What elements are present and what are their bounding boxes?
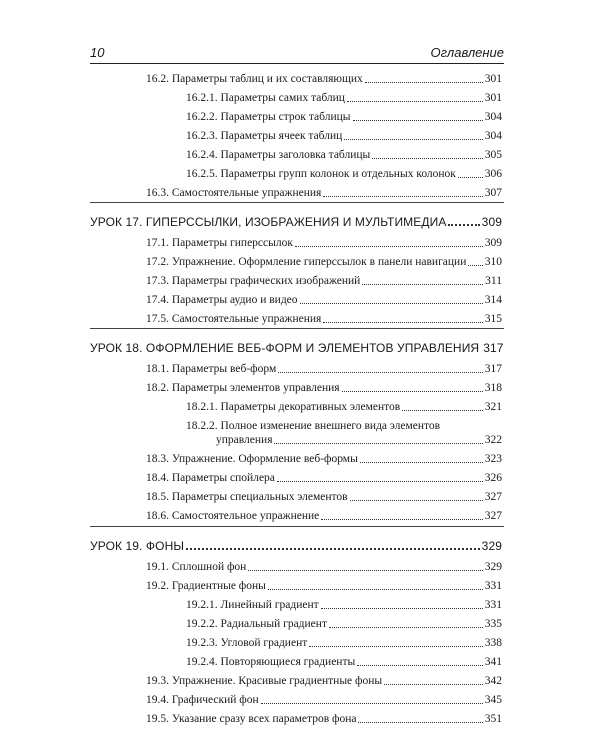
toc-entry-19-1[interactable]: 19.1. Сплошной фон 329 [146,561,502,573]
toc-entry-19-2-2[interactable]: 19.2.2. Радиальный градиент 335 [186,618,502,630]
running-title: Оглавление [430,45,504,60]
toc-entry-17-4[interactable]: 17.4. Параметры аудио и видео 314 [146,294,502,306]
toc-entry-16-2-4[interactable]: 16.2.4. Параметры заголовка таблицы 305 [186,149,502,161]
toc-entry-16-3[interactable]: 16.3. Самостоятельные упражнения 307 [146,187,502,199]
toc-entry-18-2-1[interactable]: 18.2.1. Параметры декоративных элементов 321 [186,401,502,413]
toc-chapter-19[interactable]: УРОК 19. ФОНЫ 329 [90,539,502,553]
toc-entry-17-3[interactable]: 17.3. Параметры графических изображений 311 [146,275,502,287]
toc-entry-17-5[interactable]: 17.5. Самостоятельные упражнения 315 [146,313,502,325]
toc-entry-16-2-2[interactable]: 16.2.2. Параметры строк таблицы 304 [186,111,502,123]
toc-entry-18-5[interactable]: 18.5. Параметры специальных элементов 327 [146,491,502,503]
toc-entry-19-4[interactable]: 19.4. Графический фон 345 [146,694,502,706]
toc-entry-19-3[interactable]: 19.3. Упражнение. Красивые градиентные фоны 342 [146,675,502,687]
toc-entry-17-1[interactable]: 17.1. Параметры гиперссылок 309 [146,237,502,249]
section-divider [90,526,504,527]
toc-entry-16-2[interactable]: 16.2. Параметры таблиц и их составляющих 301 [146,73,502,85]
toc-entry-16-2-3[interactable]: 16.2.3. Параметры ячеек таблиц 304 [186,130,502,142]
toc-entry-17-2[interactable]: 17.2. Упражнение. Оформление гиперссылок в панели навигации 310 [146,256,502,268]
running-header [90,43,504,64]
toc-entry-19-5[interactable]: 19.5. Указание сразу всех параметров фона 351 [146,713,502,725]
toc-entry-16-2-5[interactable]: 16.2.5. Параметры групп колонок и отдельных колонок 306 [186,168,502,180]
section-divider [90,328,504,329]
page-number: 10 [90,45,105,60]
toc-entry-18-3[interactable]: 18.3. Упражнение. Оформление веб-формы 323 [146,453,502,465]
toc-entry-18-2[interactable]: 18.2. Параметры элементов управления 318 [146,382,502,394]
toc-entry-19-2-4[interactable]: 19.2.4. Повторяющиеся градиенты 341 [186,656,502,668]
toc-entry-18-2-2[interactable]: управления 322 [216,434,502,446]
toc-entry-16-2-1[interactable]: 16.2.1. Параметры самих таблиц 301 [186,92,502,104]
toc-entry-19-2[interactable]: 19.2. Градиентные фоны 331 [146,580,502,592]
toc-entry-18-1[interactable]: 18.1. Параметры веб-форм 317 [146,363,502,375]
toc-entry-19-2-1[interactable]: 19.2.1. Линейный градиент 331 [186,599,502,611]
toc-entry-18-2-2-line1[interactable]: 18.2.2. Полное изменение внешнего вида элементов [186,420,441,432]
toc-chapter-17[interactable]: УРОК 17. ГИПЕРССЫЛКИ, ИЗОБРАЖЕНИЯ И МУЛЬТИМЕДИА 309 [90,215,502,229]
toc-entry-18-6[interactable]: 18.6. Самостоятельное упражнение 327 [146,510,502,522]
section-divider [90,202,504,203]
toc-entry-19-2-3[interactable]: 19.2.3. Угловой градиент 338 [186,637,502,649]
toc-entry-18-4[interactable]: 18.4. Параметры спойлера 326 [146,472,502,484]
toc-chapter-18[interactable]: УРОК 18. ОФОРМЛЕНИЕ ВЕБ-ФОРМ И ЭЛЕМЕНТОВ УПРАВЛЕНИЯ 317 [90,341,504,355]
